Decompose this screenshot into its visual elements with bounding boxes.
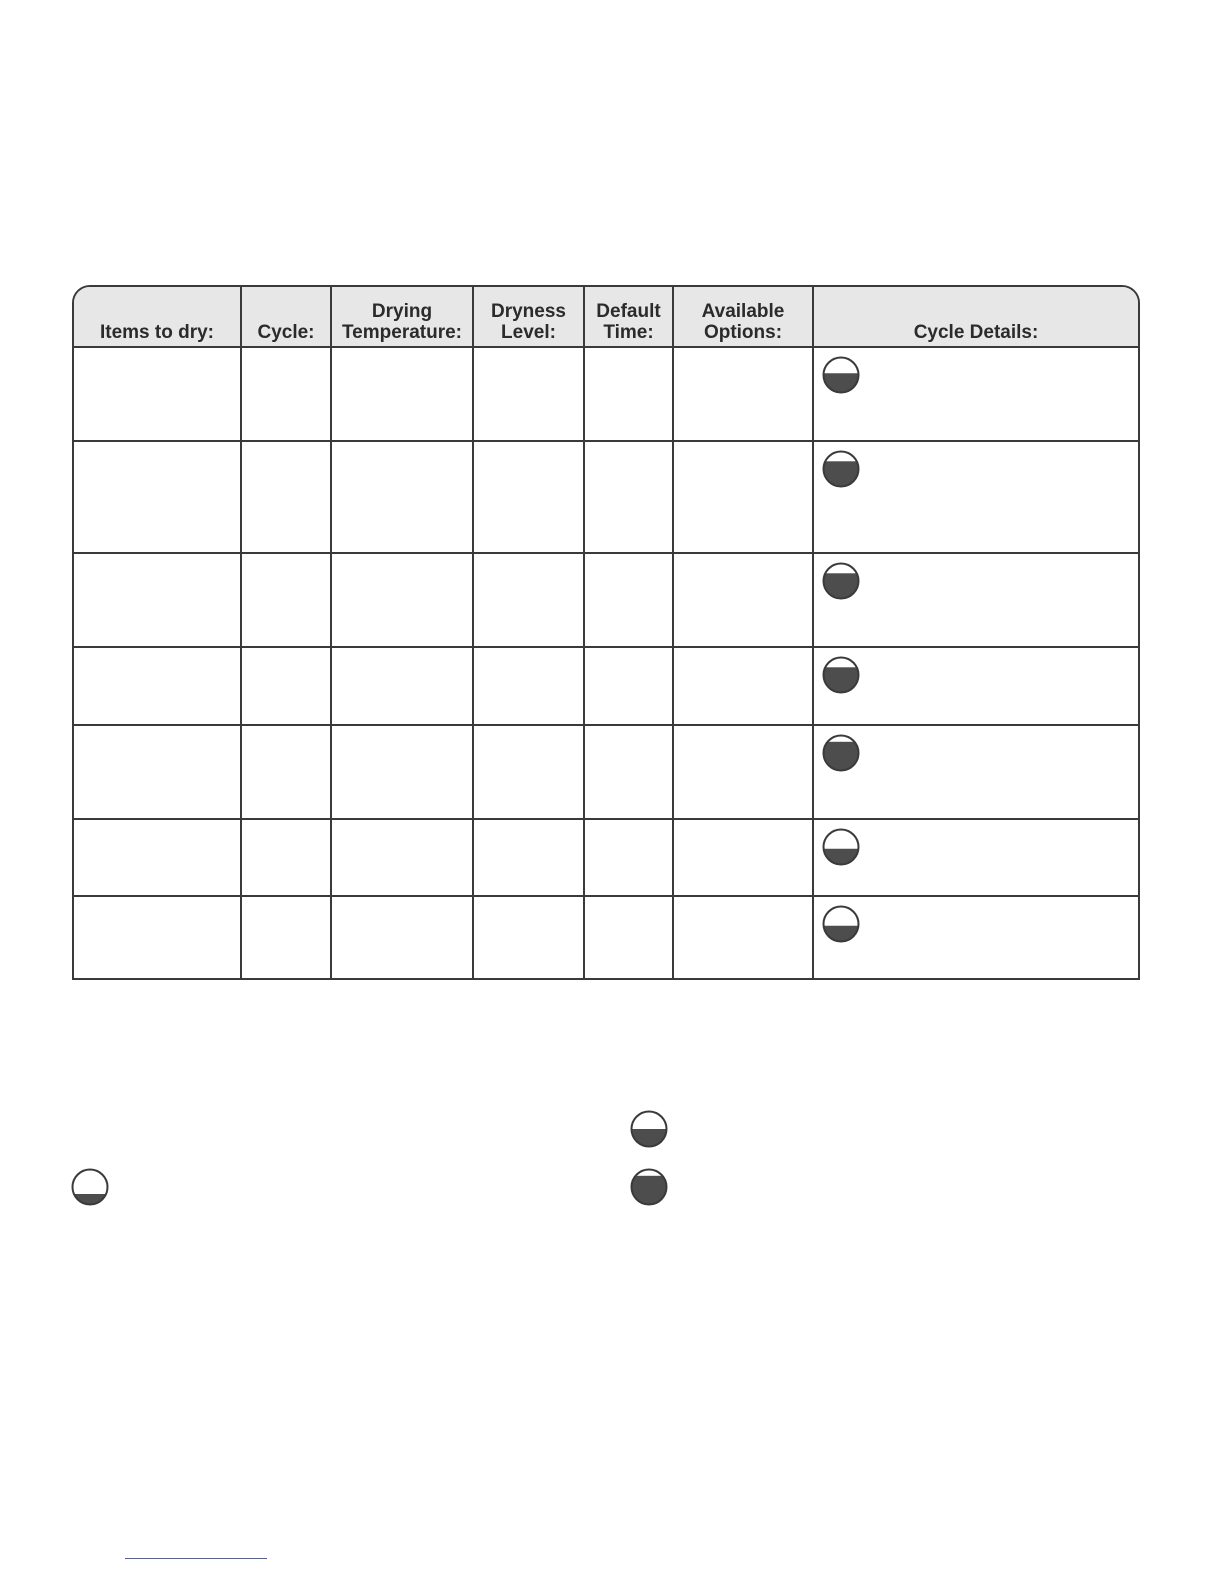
cell-available-options xyxy=(673,347,813,441)
cell-available-options xyxy=(673,819,813,896)
temperature-gauge-icon xyxy=(822,905,860,943)
header-line1: Dryness xyxy=(491,301,566,322)
table-row xyxy=(74,896,1138,978)
cell-drying-temperature xyxy=(331,725,473,819)
cell-available-options xyxy=(673,896,813,978)
cell-drying-temperature xyxy=(331,347,473,441)
legend-item xyxy=(630,1110,668,1148)
temperature-gauge-icon xyxy=(822,450,860,488)
temperature-gauge-icon xyxy=(822,656,860,694)
cell-dryness-level xyxy=(473,347,584,441)
cell-available-options xyxy=(673,725,813,819)
table-row xyxy=(74,347,1138,441)
table-row xyxy=(74,553,1138,647)
table-row xyxy=(74,819,1138,896)
cell-cycle xyxy=(241,347,331,441)
cell-items-to-dry xyxy=(74,819,241,896)
legend-item xyxy=(71,1168,109,1206)
cell-default-time xyxy=(584,441,673,553)
cell-default-time xyxy=(584,553,673,647)
cell-dryness-level xyxy=(473,441,584,553)
header-row xyxy=(74,287,1138,347)
cell-cycle-details xyxy=(813,819,1138,896)
header-available-options xyxy=(673,287,813,347)
cell-items-to-dry xyxy=(74,725,241,819)
cell-cycle xyxy=(241,896,331,978)
cell-cycle xyxy=(241,725,331,819)
cell-cycle-details xyxy=(813,347,1138,441)
header-items-to-dry xyxy=(74,287,241,347)
cell-default-time xyxy=(584,647,673,725)
gauge-fill xyxy=(822,573,860,600)
header-line2: Level: xyxy=(501,322,556,343)
cell-cycle-details xyxy=(813,725,1138,819)
temperature-gauge-icon xyxy=(822,828,860,866)
cycle-chart-table xyxy=(72,285,1140,980)
cell-dryness-level xyxy=(473,725,584,819)
temperature-gauge-icon xyxy=(630,1110,668,1148)
cell-default-time xyxy=(584,725,673,819)
temperature-gauge-icon xyxy=(822,356,860,394)
header-line1: Available xyxy=(701,301,785,322)
cell-cycle-details xyxy=(813,896,1138,978)
header-line2: Cycle: xyxy=(257,322,315,343)
cell-cycle xyxy=(241,819,331,896)
header-line2: Time: xyxy=(603,322,654,343)
cell-default-time xyxy=(584,819,673,896)
cell-drying-temperature xyxy=(331,819,473,896)
cell-dryness-level xyxy=(473,819,584,896)
cell-default-time xyxy=(584,896,673,978)
cell-drying-temperature xyxy=(331,441,473,553)
cell-dryness-level xyxy=(473,647,584,725)
header-dryness-level xyxy=(473,287,584,347)
table-row xyxy=(74,725,1138,819)
cell-items-to-dry xyxy=(74,553,241,647)
header-line2: Cycle Details: xyxy=(913,322,1039,343)
temperature-gauge-icon xyxy=(71,1168,109,1206)
cell-cycle-details xyxy=(813,553,1138,647)
gauge-fill xyxy=(822,667,860,694)
cell-drying-temperature xyxy=(331,896,473,978)
temperature-gauge-icon xyxy=(822,562,860,600)
cell-available-options xyxy=(673,553,813,647)
cell-cycle xyxy=(241,441,331,553)
gauge-fill xyxy=(630,1176,668,1206)
temperature-gauge-icon xyxy=(822,734,860,772)
cell-default-time xyxy=(584,347,673,441)
header-drying-temperature xyxy=(331,287,473,347)
cell-dryness-level xyxy=(473,553,584,647)
cell-items-to-dry xyxy=(74,347,241,441)
cycle-grid xyxy=(74,287,1138,978)
cell-cycle-details xyxy=(813,441,1138,553)
cell-items-to-dry xyxy=(74,896,241,978)
legend-item xyxy=(630,1168,668,1206)
cell-dryness-level xyxy=(473,896,584,978)
link-underline[interactable] xyxy=(125,1558,267,1559)
cell-available-options xyxy=(673,441,813,553)
cell-drying-temperature xyxy=(331,647,473,725)
header-cycle-details xyxy=(813,287,1138,347)
gauge-fill xyxy=(822,373,860,394)
header-cycle xyxy=(241,287,331,347)
header-line1: Drying xyxy=(371,301,433,322)
cell-available-options xyxy=(673,647,813,725)
gauge-fill xyxy=(630,1129,668,1148)
cell-drying-temperature xyxy=(331,553,473,647)
header-line2: Options: xyxy=(703,322,783,343)
cell-items-to-dry xyxy=(74,441,241,553)
gauge-fill xyxy=(822,742,860,772)
header-default-time xyxy=(584,287,673,347)
gauge-fill xyxy=(822,461,860,488)
table-row xyxy=(74,441,1138,553)
table-row xyxy=(74,647,1138,725)
cell-items-to-dry xyxy=(74,647,241,725)
header-line2: Items to dry: xyxy=(99,322,215,343)
temperature-gauge-icon xyxy=(630,1168,668,1206)
cell-cycle xyxy=(241,553,331,647)
cell-cycle-details xyxy=(813,647,1138,725)
header-line1: Default xyxy=(596,301,661,322)
table-body xyxy=(74,347,1138,978)
header-line2: Temperature: xyxy=(341,322,462,343)
cell-cycle xyxy=(241,647,331,725)
